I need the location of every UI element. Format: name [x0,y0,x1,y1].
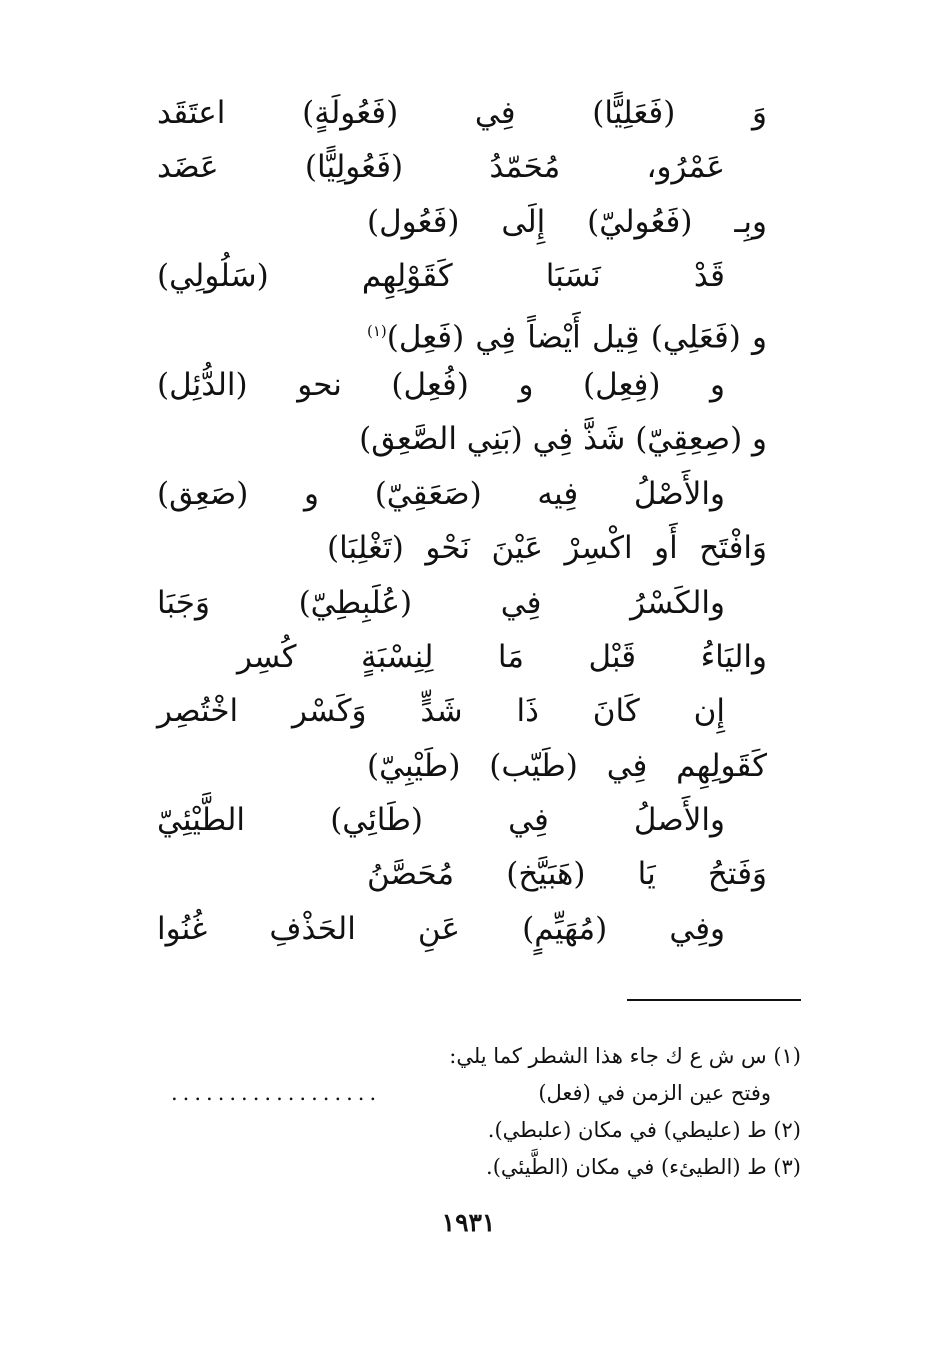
footnotes [151,1038,801,1186]
footnote-3: (٣) ط (الطيئء) في مكان (الطَّيئي). [486,1155,801,1179]
verse-line: عَمْرُو، مُحَمّدُ (فَعُولِيًّا) عَضَد [157,149,725,186]
verse-line: وَ (فَعَلِيًّا) فِي (فَعُولَةٍ) اعتَقَد [157,95,767,131]
verse-line: كَقَولِهِم فِي (طَيّب) (طَيْبِيّ) [367,747,767,784]
footnote-divider [627,999,801,1001]
verse-line: وَفَتحُ يَا (هَبَيَّخ) مُحَصَّنُ [367,856,767,893]
verse-line: والأَصلُ فِي (طَائِي) الطَّيْئِيّ [157,802,725,839]
footnote-1-quote [151,1075,801,1112]
verse-line: إِن كَانَ ذَا شَدٍّ وَكَسْر اخْتُصِر [157,693,725,730]
poem-verses [157,86,767,956]
verse-line: و (صِعِقِيّ) شَذَّ فِي (بَنِي الصَّعِق) [359,421,767,458]
quoted-half-verse: وفتح عين الزمن في (فعل) [538,1081,771,1105]
verse-line: والأَصْلُ فِيه (صَعَقِيّ) و (صَعِق) [157,475,725,512]
verse-line: وفِي (مُهَيِّمٍ) عَنِ الحَذْفِ غُنُوا [157,910,725,947]
footnote-1: (١) س ش ع ك جاء هذا الشطر كما يلي: [449,1044,801,1068]
footnote-marker: (١) [367,321,387,340]
verse-line: وبِـ (فَعُوليّ) إِلَى (فَعُول) [367,203,767,240]
verse-line: وَافْتَح أَو اكْسِرْ عَيْنَ نَحْو (تَغْلِبَا) [327,530,767,567]
ellipsis-dots: .................. [171,1081,382,1105]
verse-line: و (فِعِل) و (فُعِل) نحو (الدُّئِل) [157,366,725,403]
verse-line: والكَسْرُ فِي (عُلَبِطِيّ) وَجَبَا [157,584,725,621]
footnote-2: (٢) ط (عليطي) في مكان (علبطي). [487,1118,801,1142]
verse-line: واليَاءُ قَبْل مَا لِنِسْبَةٍ كُسِر [237,638,767,675]
verse-line: قَدْ نَسَبَا كَقَوْلِهِم (سَلُولِي) [157,258,725,295]
page-number: ١٩٣١ [441,1208,496,1237]
verse-line: و (فَعَلِي) قِيل أَيْضاً فِي (فَعِل)$^{(١)}$ [367,318,767,355]
